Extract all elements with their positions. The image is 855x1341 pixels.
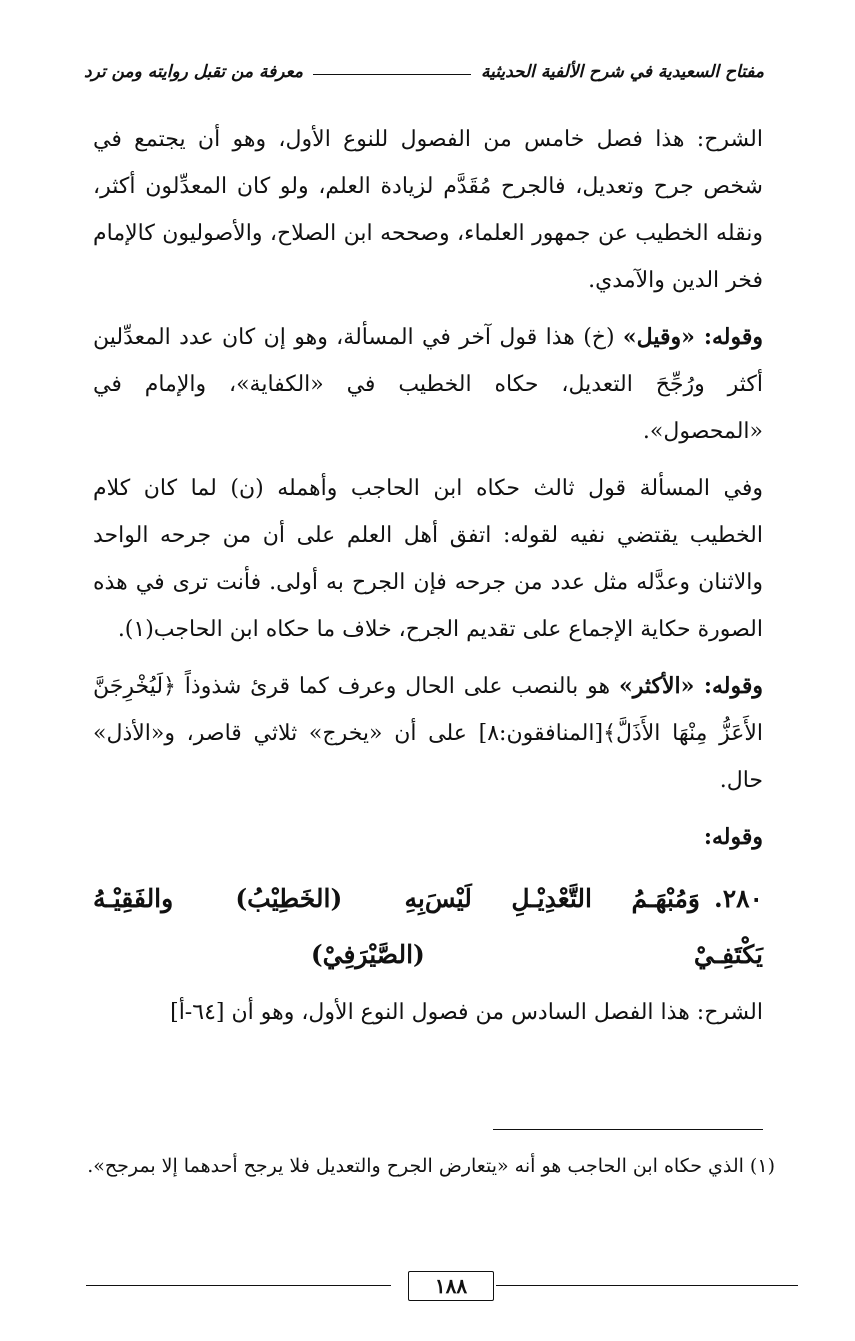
footer-rule-left: [86, 1285, 391, 1286]
paragraph-6: الشرح: هذا الفصل السادس من فصول النوع الأول، وهو أن [٦٤-أ]: [170, 1000, 763, 1025]
header-rule: [313, 74, 471, 75]
footnote-1: (١) الذي حكاه ابن الحاجب هو أنه «يتعارض الجرح والتعديل فلا يرجح أحدهما إلا بمرجح».: [87, 1155, 775, 1177]
paragraph-5: [93, 814, 763, 861]
paragraph-1: [93, 116, 763, 304]
header-book-title: مفتاح السعيدية في شرح الألفية الحديثية: [481, 62, 764, 82]
running-header: [84, 52, 764, 92]
footer-rule-right: [496, 1285, 798, 1286]
paragraph-2: [93, 314, 763, 455]
header-chapter-title: معرفة من تقبل روايته ومن ترد: [84, 62, 303, 82]
paragraph-4: [93, 663, 763, 804]
paragraph-4-keyword: وقوله: «الأكثر»: [618, 673, 764, 699]
paragraph-3: [93, 465, 763, 653]
paragraph-2-text: (خ) هذا قول آخر في المسألة، وهو إن كان عدد المعدِّلين أكثر ورُجِّحَ التعديل، حكاه الخطيب في «الكفاية»، والإمام في «المحصول».: [93, 325, 763, 444]
page-number: ١٨٨: [408, 1271, 494, 1301]
footnote-separator: [493, 1129, 763, 1130]
verse-second-hemistich: بِهِ (الخَطِيْبُ) والفَقِيْـهُ (الصَّيْرَفِيْ): [93, 884, 425, 969]
verse-280: [93, 871, 763, 983]
paragraph-1-text: الشرح: هذا فصل خامس من الفصول للنوع الأول، وهو أن يجتمع في شخص جرح وتعديل، فالجرح مُقَدَّم لزيادة العلم، ولو كان المعدِّلون أكثر، ونقله الخطيب عن جمهور العلماء، وصححه ابن الصلاح، والأصوليون كالإمام فخر الدين والآمدي.: [93, 127, 763, 293]
paragraph-2-keyword: وقوله: «وقيل»: [622, 324, 763, 350]
paragraph-3-text: وفي المسألة قول ثالث حكاه ابن الحاجب وأهمله (ن) لما كان كلام الخطيب يقتضي نفيه لقوله: اتفق أهل العلم على أن من جرحه الواحد والاثنان وعدَّله مثل عدد من جرحه فإن الجرح به أولى. فأنت ترى في هذه الصورة حكاية الإجماع على تقديم الجرح، خلاف ما حكاه ابن الحاجب(١).: [93, 476, 763, 642]
main-text: [93, 116, 763, 1046]
verse-first-text: وَمُبْهَـمُ التَّعْدِيْـلِ لَيْسَ يَكْتَفِـيْ: [424, 884, 763, 969]
paragraph-4-text: هو بالنصب على الحال وعرف كما قرئ شذوذاً ﴿لَيُخْرِجَنَّ الأَعَزُّ مِنْهَا الأَذَلَّ﴾[المنافقون:٨] على أن «يخرج» ثلاثي قاصر، و«الأذل» حال.: [93, 674, 764, 793]
verse-number: ٢٨٠.: [713, 884, 763, 913]
page-footer: [86, 1271, 798, 1299]
verse-first-hemistich: [425, 871, 763, 983]
paragraph-5-keyword: وقوله:: [703, 824, 763, 850]
